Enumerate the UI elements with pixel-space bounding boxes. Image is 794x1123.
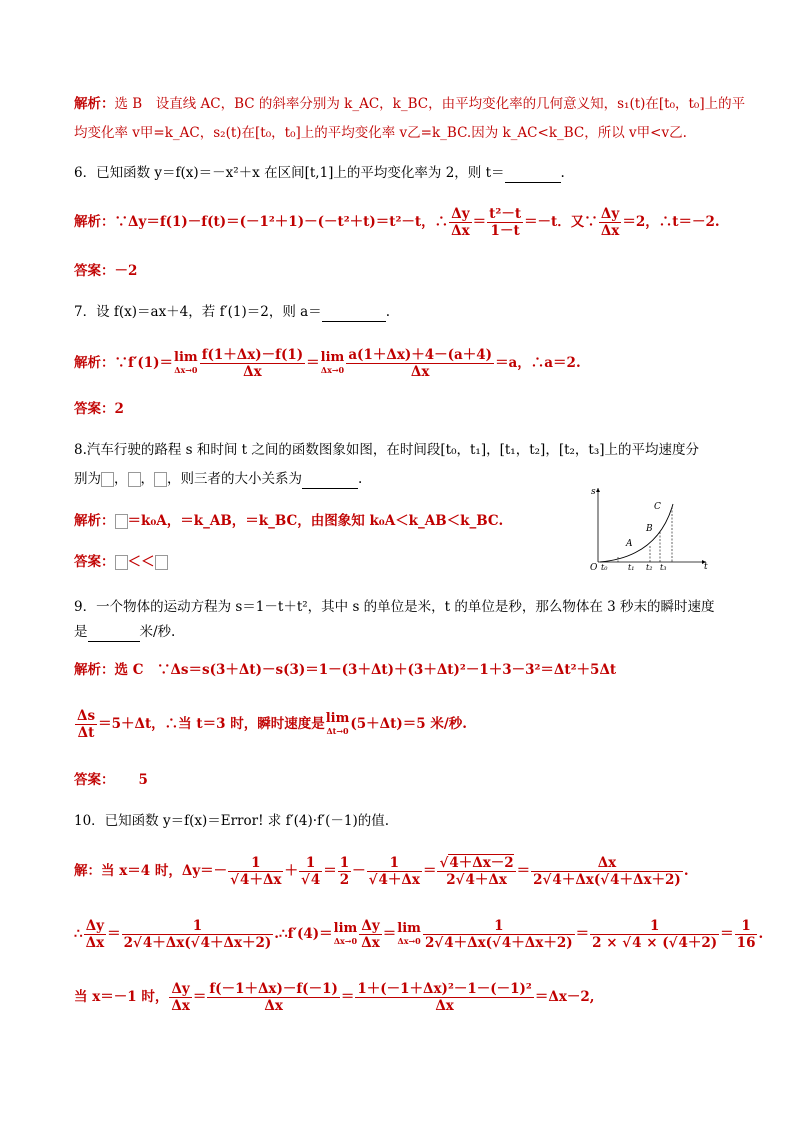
q8-answer: [74, 553, 168, 571]
q9-sol-2b: (5＋Δt)＝5 米/秒.: [350, 716, 467, 732]
q7-frac-1: $\frac{f(1+\Delta x)-f(1)}{\Delta x}$: [201, 347, 304, 380]
solution-label: 解析：: [74, 96, 115, 112]
solution-label: 解析：: [74, 214, 115, 230]
q9-sol-1: 选 C ∵Δs＝s(3＋Δt)－s(3)＝1－(3＋Δt)＋(3＋Δt)²－1＋3－3²＝Δt²＋5Δt: [114, 662, 617, 678]
point-b-label: B: [646, 524, 653, 534]
q10-frac-j: $\frac{1}{2√4+\Delta x(√4+\Delta x+2)}$: [424, 918, 573, 951]
q8-question-line1: [74, 441, 699, 459]
q10-frac-h: $\frac{1}{2√4+\Delta x(√4+\Delta x+2)}$: [123, 918, 272, 951]
q10-lim-2: lim Δx→0: [397, 920, 421, 946]
q7-text: 7．设 f(x)＝ax＋4，若 f′(1)＝2，则 a＝: [74, 304, 322, 320]
q8-solution: [74, 512, 503, 530]
q9-text-2a: 是: [74, 624, 88, 640]
q10-frac-k: $\frac{1}{2 \times √4 \times (√4+2)}$: [592, 918, 718, 951]
q6-answer-value: －2: [114, 263, 138, 279]
q8-question-line2: 别为 ， ， ，则三者的大小关系为 .: [74, 471, 363, 487]
q10-question: [74, 812, 389, 830]
q5-solution-text-2: 均变化率 v甲=k_AC，s₂(t)在[t₀，t₀]上的平均变化率 v乙=k_BC.因为 k_AC<k_BC，所以 v甲<v乙.: [74, 125, 687, 141]
q6-text: 6．已知函数 y＝f(x)＝－x²＋x 在区间[t,1]上的平均变化率为 2，则 t＝: [74, 165, 505, 181]
q7-sol-b: ＝a，∴a＝2.: [495, 355, 581, 371]
q9-text-1: 9．一个物体的运动方程为 s＝1－t＋t²，其中 s 的单位是米，t 的单位是秒，那么物体在 3 秒末的瞬时速度: [74, 599, 715, 615]
q10-frac-a: $\frac{1}{√4+\Delta x}$: [230, 855, 282, 888]
solution-label: 解：: [74, 863, 101, 879]
q9-lim: lim Δt→0: [325, 710, 350, 736]
q10-solution-line3: 当 x＝－1 时， $\frac{\Delta y}{\Delta x}$ ＝ $\frac{f(-1+\Delta x)-f(-1)}{\Delta x}$ ＝ $\frac{\text{1＋(－1＋Δx)²－1－(－1)²}}{\Delta x}$ ＝Δx－2,: [74, 981, 595, 1014]
q8-graph: [588, 482, 716, 570]
q9-answer-value: 5: [138, 772, 148, 788]
solution-label: 解析：: [74, 513, 115, 529]
answer-label: 答案：: [74, 401, 115, 417]
q10-frac-result: $\frac{1}{16}$: [736, 918, 756, 951]
q10-frac-n: $\frac{\text{1＋(－1＋Δx)²－1－(－1)²}}{\Delta x}$: [357, 981, 532, 1014]
q8-text-2b: ，则三者的大小关系为: [167, 471, 302, 487]
q5-solution-line2: [74, 124, 687, 142]
answer-label: 答案：: [74, 263, 115, 279]
axis-t-label: t: [704, 562, 708, 570]
q9-answer: [74, 771, 148, 789]
q8-text-1: 8.汽车行驶的路程 s 和时间 t 之间的函数图象如图，在时间段[t₀，t₁]，[t₁，t₂]，[t₂，t₃]上的平均速度分: [74, 442, 700, 458]
q10-frac-b: $\frac{1}{√4}$: [300, 855, 321, 888]
q10-frac-e: $\frac{√4+\Delta x-2}{2√4+\Delta x}$: [439, 855, 514, 888]
q7-answer: [74, 400, 124, 418]
q7-frac-2: $\frac{a(1+\Delta x)+4-(a+4)}{\Delta x}$: [348, 347, 493, 380]
q10-frac-d: $\frac{1}{√4+\Delta x}$: [368, 855, 420, 888]
q7-blank: [322, 303, 386, 322]
q7-lim: lim Δx→0: [174, 349, 198, 375]
q5-solution-line1: [74, 95, 745, 113]
q10-frac-f: $\frac{\Delta x}{2√4+\Delta x(√4+\Delta x+2)}$: [533, 855, 681, 888]
t1-label: t₁: [628, 563, 635, 570]
point-c-label: C: [654, 502, 661, 512]
q9-text-2b: 米/秒.: [139, 624, 176, 640]
t2-label: t₂: [646, 563, 653, 570]
q10-lim: lim Δx→0: [333, 920, 358, 946]
q6-sol-c: ＝2，∴t＝－2.: [622, 214, 720, 230]
q10-text: 10．已知函数 y＝f(x)＝Error! 求 f′(4)·f′(－1)的值.: [74, 813, 390, 829]
q6-blank: [505, 164, 561, 183]
q9-frac: $\frac{\Delta s}{\Delta t}$: [77, 708, 96, 741]
q7-lim-2: lim Δx→0: [320, 349, 345, 375]
q10-frac-l: $\frac{\Delta y}{\Delta x}$: [171, 981, 190, 1014]
v3-symbol: [155, 555, 168, 570]
q9-blank: [88, 623, 140, 642]
v1-symbol: [115, 555, 128, 570]
q10-frac-m: $\frac{f(-1+\Delta x)-f(-1)}{\Delta x}$: [209, 981, 338, 1014]
q10-l1a: 当 x＝4 时，Δy＝－: [101, 863, 228, 879]
q5-solution-text-1: 选 B 设直线 AC，BC 的斜率分别为 k_AC，k_BC，由平均变化率的几何意义知，s₁(t)在[t₀，t₀]上的平: [114, 96, 746, 112]
v3-symbol: [154, 472, 167, 487]
q6-answer: [74, 262, 137, 280]
v1-symbol: [101, 472, 114, 487]
q10-l3a: 当 x＝－1 时，: [74, 989, 169, 1005]
q6-end: .: [560, 165, 565, 181]
origin-label: O: [590, 563, 598, 570]
q7-sol-a: ∵f′(1)＝: [114, 355, 174, 371]
t3-label: t₃: [660, 563, 667, 570]
q8-text-2a: 别为: [74, 471, 101, 487]
q9-solution-line2: [74, 708, 467, 741]
q9-sol-2a: ＝5＋Δt，∴当 t＝3 时，瞬时速度是: [98, 716, 325, 732]
t0-label: t₀: [601, 563, 608, 570]
v1-symbol: [115, 514, 128, 529]
q10-solution-line1: 解：当 x＝4 时，Δy＝－ $\frac{1}{√4+\Delta x}$ ＋ $\frac{1}{√4}$ ＝ $\frac{1}{2}$ － $\frac{1}{√4+\Delta x}$ ＝ $\frac{√4+\Delta x-2}{2√4+\Delta x}$ ＝ $\frac{\Delta x}{2√4+\Delta x(√4+\Delta x+2)}$ .: [74, 855, 689, 888]
q9-solution-line1: [74, 661, 616, 679]
q6-question: [74, 164, 565, 183]
q10-frac-c: $\frac{1}{2}$: [339, 855, 350, 888]
v2-symbol: [128, 472, 141, 487]
q7-end: .: [385, 304, 390, 320]
q6-frac-dydx-2: $\frac{\Delta y}{\Delta x}$: [600, 206, 620, 239]
q6-solution: 解析：∵Δy＝f(1)－f(t)＝(－1²＋1)－(－t²＋t)＝t²－t，∴ $\frac{\Delta y}{\Delta x}$ ＝ $\frac{\text{t²－t}}{1-t}$ ＝－t．又∵ $\frac{\Delta y}{\Delta x}$ ＝2，∴t＝－2.: [74, 206, 720, 239]
answer-label: 答案：: [74, 554, 115, 570]
q6-frac-dydx: $\frac{\Delta y}{\Delta x}$: [451, 206, 470, 239]
q9-question-line2: [74, 623, 175, 642]
q8-answer-value: ＜＜: [127, 554, 155, 570]
q9-question-line1: [74, 598, 715, 616]
q6-frac-t: $\frac{\text{t²－t}}{1-t}$: [489, 206, 522, 239]
q7-solution: 解析：∵f′(1)＝ lim Δx→0 $\frac{f(1+\Delta x)-f(1)}{\Delta x}$ ＝ lim Δx→0 $\frac{a(1+\Delta x)+4-(a+4)}{\Delta x}$ ＝a，∴a＝2.: [74, 347, 581, 380]
q10-frac-g: $\frac{\Delta y}{\Delta x}$: [85, 918, 105, 951]
solution-label: 解析：: [74, 662, 115, 678]
q8-sol: ＝k₀A，＝k_AB，＝k_BC，由图象知 k₀A＜k_AB＜k_BC.: [127, 513, 504, 529]
axis-s-label: s: [591, 487, 596, 497]
point-a-label: A: [626, 539, 633, 549]
q7-answer-value: 2: [114, 401, 124, 417]
q6-sol-b: ＝－t．又∵: [524, 214, 598, 230]
q10-frac-i: $\frac{\Delta y}{\Delta x}$: [361, 918, 380, 951]
answer-label: 答案：: [74, 772, 115, 788]
q7-question: [74, 303, 390, 322]
q6-sol-a: ∵Δy＝f(1)－f(t)＝(－1²＋1)－(－t²＋t)＝t²－t，∴: [114, 214, 449, 230]
q10-solution-line2: ∴ $\frac{\Delta y}{\Delta x}$ ＝ $\frac{1}{2√4+\Delta x(√4+\Delta x+2)}$ .∴f′(4)＝ lim Δx→0 $\frac{\Delta y}{\Delta x}$ ＝ lim Δx→0 $\frac{1}{2√4+\Delta x(√4+\Delta x+2)}$ ＝ $\frac{1}{2 \times √4 \times (√4+2)}$ ＝ $\frac{1}{16}$ .: [74, 918, 764, 951]
q8-blank: [302, 470, 358, 489]
solution-label: 解析：: [74, 355, 115, 371]
